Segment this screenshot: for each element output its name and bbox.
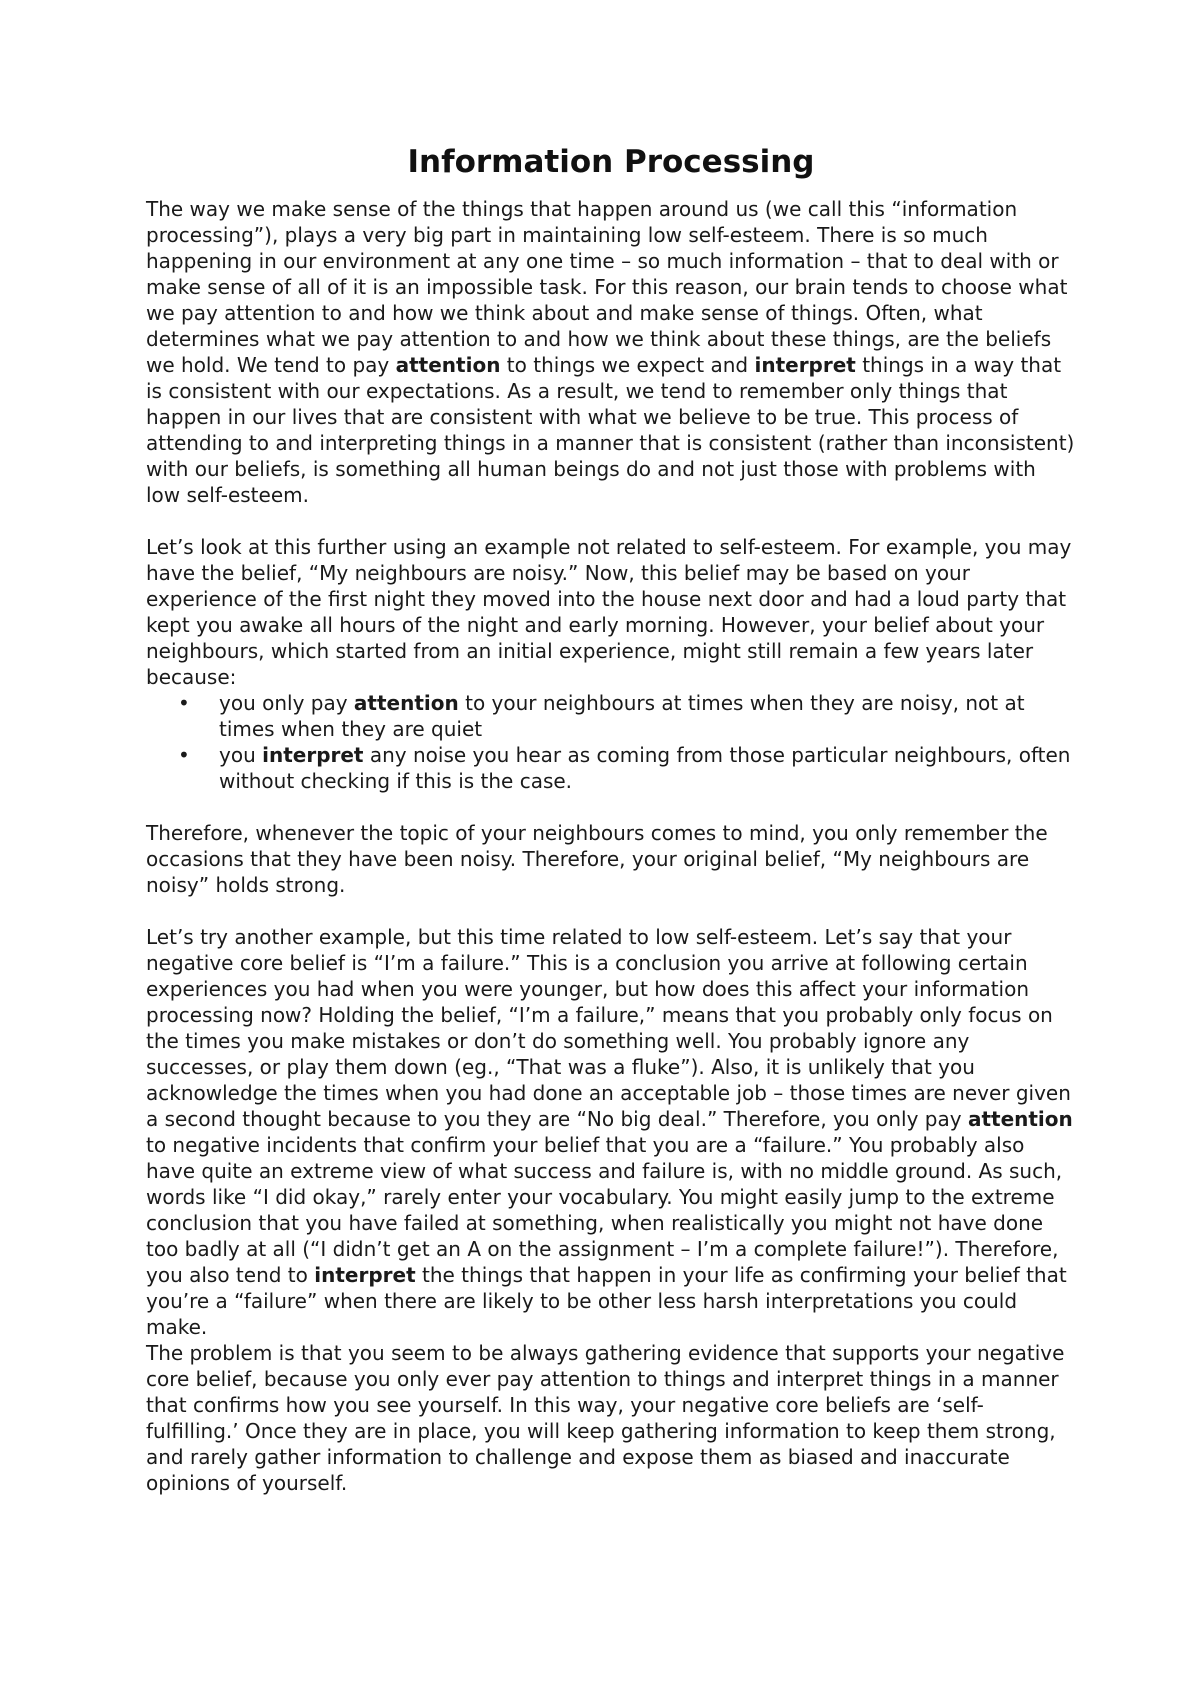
list-item-text: any noise you hear as coming from those particular neighbours, often without checking if this is the case. xyxy=(219,743,1071,793)
paragraph-self-fulfilling: The problem is that you seem to be always gathering evidence that supports your negative core belief, because you only ever pay attention to things and interpret things in a manner that confirms how you see yourself. In this way, your negative core beliefs are ‘self-fulfilling.’ Once they are in place, you will keep gathering information to keep them strong, and rarely gather information to challenge and expose them as biased and inaccurate opinions of yourself. xyxy=(146,1341,1065,1495)
emphasis-interpret: interpret xyxy=(262,743,364,767)
list-item xyxy=(146,690,1076,742)
bullet-list xyxy=(146,690,1076,794)
paragraph-text: the things that happen in your life as confirming your belief that you’re a “failure” when there are likely to be other less harsh interpretations you could make. xyxy=(146,1263,1067,1339)
emphasis-attention: attention xyxy=(353,691,459,715)
emphasis-attention: attention xyxy=(395,353,501,377)
paragraph-text: The way we make sense of the things that happen around us (we call this “information processing”), plays a very big part in maintaining low self-esteem. There is so much happening in our environment at any one time – so much information – that to deal with or make sense of all of it is an impossible task. For this reason, our brain tends to choose what we pay attention to and how we think about and make sense of things. Often, what determines what we pay attention to and how we think about these things, are the beliefs we hold. We tend to pay xyxy=(146,197,1068,377)
emphasis-interpret: interpret xyxy=(314,1263,416,1287)
paragraph-text: to things we expect and xyxy=(500,353,755,377)
paragraph-intro xyxy=(146,196,1076,508)
list-item-text: to your neighbours at times when they are noisy, not at times when they are quiet xyxy=(219,691,1025,741)
paragraph-neighbours-conclusion: Therefore, whenever the topic of your neighbours comes to mind, you only remember the occasions that they have been noisy. Therefore, your original belief, “My neighbours are noisy” holds strong. xyxy=(146,821,1048,897)
paragraph-failure-example xyxy=(146,924,1076,1340)
list-item-text: you only pay xyxy=(219,691,354,715)
bullet-icon: • xyxy=(178,743,190,767)
emphasis-interpret: interpret xyxy=(754,353,856,377)
list-item xyxy=(146,742,1076,794)
paragraph-text: to negative incidents that confirm your belief that you are a “failure.” You probably also have quite an extreme view of what success and failure is, with no middle ground. As such, words like “I did okay,” rarely enter your vocabulary. You might easily jump to the extreme conclusion that you have failed at something, when realistically you might not have done too badly at all (“I didn’t get an A on the assignment – I’m a complete failure!”). Therefore, you also tend to xyxy=(146,1133,1063,1287)
page-title: Information Processing xyxy=(407,144,815,180)
document-body xyxy=(146,142,1076,1496)
bullet-icon: • xyxy=(178,691,190,715)
paragraph-neighbours-example: Let’s look at this further using an example not related to self-esteem. For example, you may have the belief, “My neighbours are noisy.” Now, this belief may be based on your experience of the first night they moved into the house next door and had a loud party that kept you awake all hours of the night and early morning. However, your belief about your neighbours, which started from an initial experience, might still remain a few years later because: xyxy=(146,535,1072,689)
list-item-text: you xyxy=(219,743,263,767)
emphasis-attention: attention xyxy=(967,1107,1073,1131)
paragraph-text: Let’s try another example, but this time related to low self-esteem. Let’s say that your negative core belief is “I’m a failure.” This is a conclusion you arrive at following certain experiences you had when you were younger, but how does this affect your information processing now? Holding the belief, “I’m a failure,” means that you probably only focus on the times you make mistakes or don’t do something well. You probably ignore any successes, or play them down (eg., “That was a fluke”). Also, it is unlikely that you acknowledge the times when you had done an acceptable job – those times are never given a second thought because to you they are “No big deal.” Therefore, you only pay xyxy=(146,925,1071,1131)
paragraph-text: things in a way that is consistent with our expectations. As a result, we tend to remember only things that happen in our lives that are consistent with what we believe to be true. This process of attending to and interpreting things in a manner that is consistent (rather than inconsistent) with our beliefs, is something all human beings do and not just those with problems with low self-esteem. xyxy=(146,353,1075,507)
